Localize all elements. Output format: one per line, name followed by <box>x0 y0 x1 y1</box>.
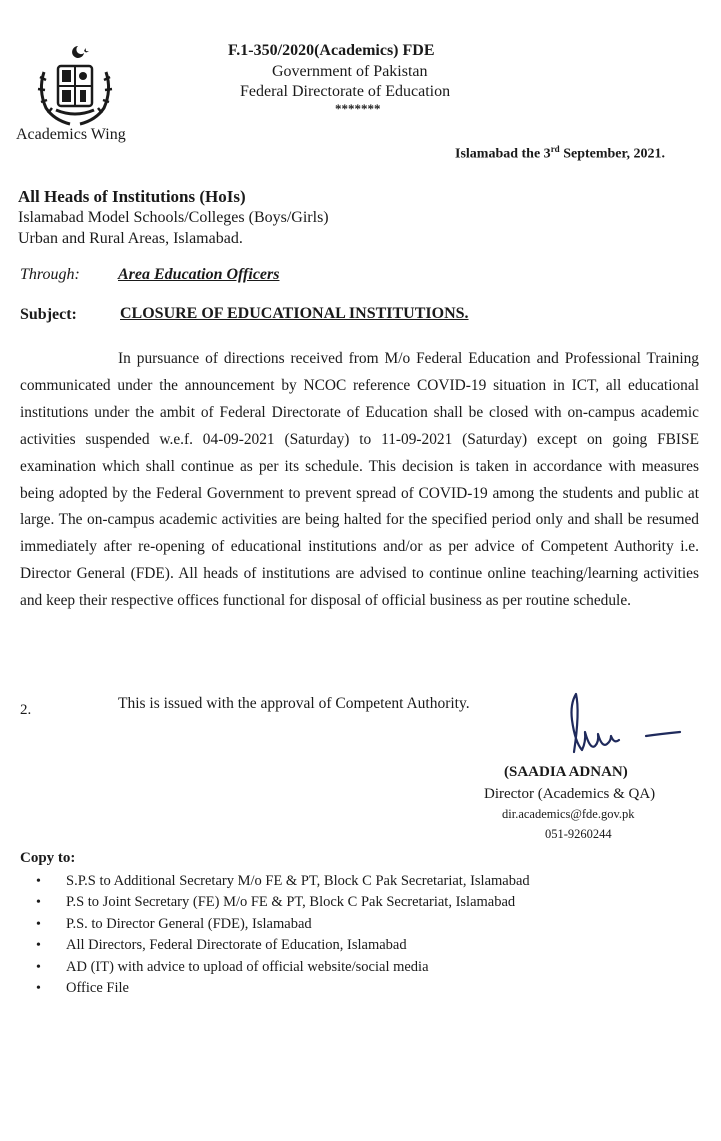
signatory-name: (SAADIA ADNAN) <box>504 764 628 780</box>
government-title: Government of Pakistan <box>272 63 428 80</box>
signatory-phone: 051-9260244 <box>545 827 612 841</box>
reference-number: F.1-350/2020(Academics) FDE <box>228 42 435 59</box>
handwritten-signature <box>560 690 690 760</box>
signatory-email: dir.academics@fde.gov.pk <box>502 807 635 821</box>
list-item: • P.S. to Director General (FDE), Islamabad <box>36 914 530 935</box>
copy-to-label: Copy to: <box>20 850 76 866</box>
through-label: Through: <box>20 266 80 283</box>
header-divider-stars: ******* <box>335 101 381 116</box>
list-item: • All Directors, Federal Directorate of Education, Islamabad <box>36 935 530 956</box>
subject-value: CLOSURE OF EDUCATIONAL INSTITUTIONS. <box>120 305 469 322</box>
directorate-title: Federal Directorate of Education <box>240 83 451 100</box>
list-item: • S.P.S to Additional Secretary M/o FE & PT, Block C Pak Secretariat, Islamabad <box>36 871 530 892</box>
academics-wing-label: Academics Wing <box>16 126 126 143</box>
body-paragraph-1: In pursuance of directions received from M/o Federal Education and Professional Training communicated under the announcement by NCOC reference COVID-19 situation in ICT, all educational institutions under the ambit of Federal Directorate of Education shall be closed with on-campus academic activities suspended w.e.f. 04-09-2021 (Saturday) to 11-09-2021 (Saturday) except on going FBISE examination which shall continue as per its schedule. This decision is taken in accordance with measures being adopted by the Federal Government to prevent spread of COVID-19 among the students and public at large. The on-campus academic activities are being halted for the specified period only and shall be resumed immediately after re-opening of educational institutions and/or as per advice of Competent Authority i.e. Director General (FDE). All heads of institutions are advised to continue online teaching/learning activities and keep their respective offices functional for disposal of official business as per routine schedule. <box>20 350 699 610</box>
subject-label: Subject: <box>20 306 77 323</box>
copy-to-list <box>36 871 530 999</box>
paragraph-2-number: 2. <box>20 702 32 718</box>
list-item: • P.S to Joint Secretary (FE) M/o FE & PT, Block C Pak Secretariat, Islamabad <box>36 892 530 913</box>
addressee-line-2: Islamabad Model Schools/Colleges (Boys/Girls) <box>18 209 329 226</box>
list-item: • Office File <box>36 978 530 999</box>
letter-date: Islamabad the 3rd September, 2021. <box>455 144 665 162</box>
paragraph-2-text: This is issued with the approval of Competent Authority. <box>118 695 470 712</box>
list-item: • AD (IT) with advice to upload of official website/social media <box>36 957 530 978</box>
addressee-line-1: All Heads of Institutions (HoIs) <box>18 187 246 206</box>
addressee-line-3: Urban and Rural Areas, Islamabad. <box>18 230 243 247</box>
through-value: Area Education Officers <box>118 266 280 283</box>
government-emblem-icon <box>30 42 120 128</box>
signatory-title: Director (Academics & QA) <box>484 786 656 802</box>
